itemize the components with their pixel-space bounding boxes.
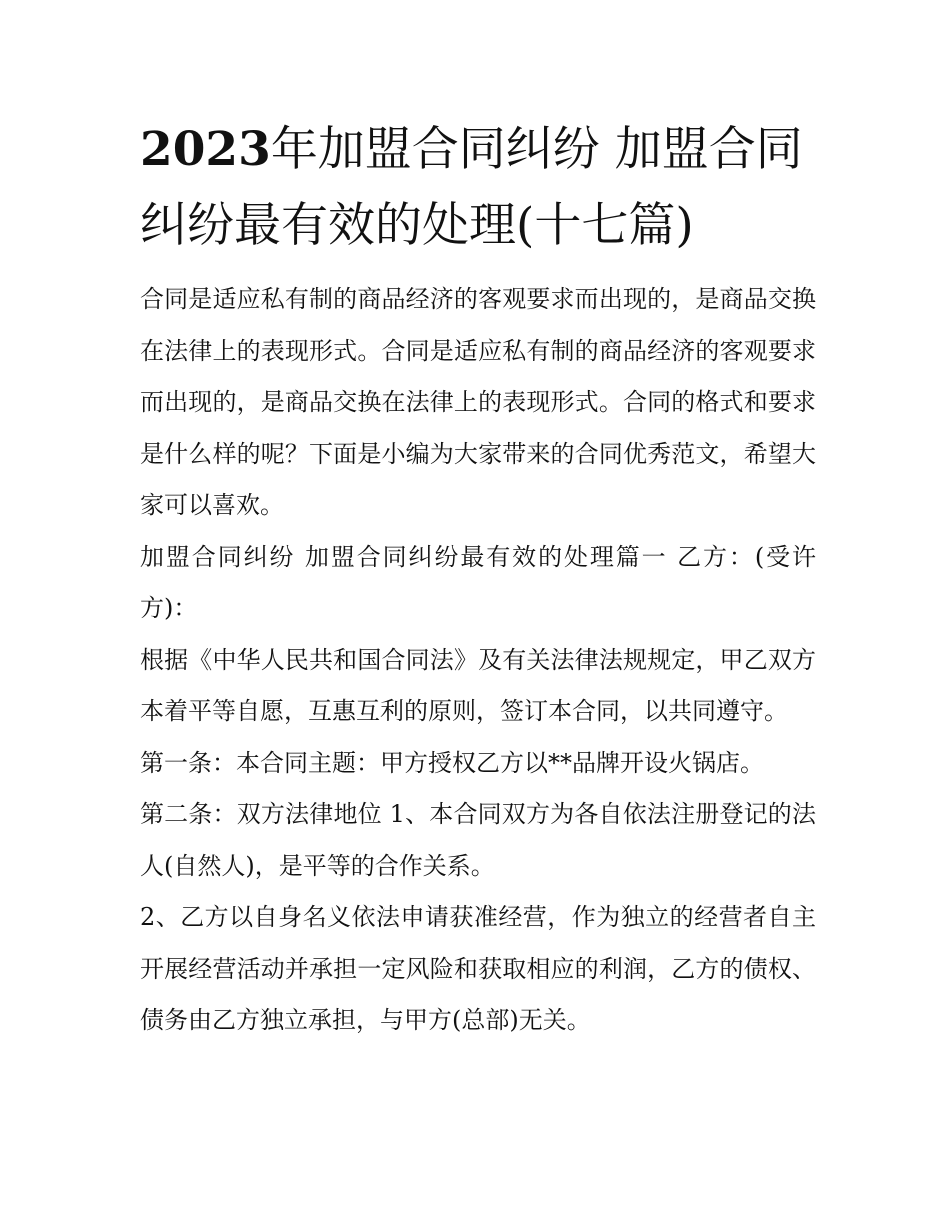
document-title xyxy=(140,112,816,264)
paragraph-article-two-clause-two: 2、乙方以自身名义依法申请获准经营，作为独立的经营者自主开展经营活动并承担一定风险和获取相应的利润，乙方的债权、债务由乙方独立承担，与甲方(总部)无关。 xyxy=(140,903,816,1034)
paragraph-preamble: 根据《中华人民共和国合同法》及有关法律法规规定，甲乙双方本着平等自愿，互惠互利的原则，签订本合同，以共同遵守。 xyxy=(140,645,816,725)
paragraph-intro: 合同是适应私有制的商品经济的客观要求而出现的，是商品交换在法律上的表现形式。合同是适应私有制的商品经济的客观要求而出现的，是商品交换在法律上的表现形式。合同的格式和要求是什么样的呢？下面是小编为大家带来的合同优秀范文，希望大家可以喜欢。 xyxy=(140,285,816,519)
paragraph-heading-part-one: 加盟合同纠纷 加盟合同纠纷最有效的处理篇一 乙方：(受许方)： xyxy=(140,542,816,622)
title-text: 年加盟合同纠纷 加盟合同纠纷最有效的处理(十七篇) xyxy=(140,122,803,253)
paragraph-article-two: 第二条：双方法律地位 1、本合同双方为各自依法注册登记的法人(自然人)，是平等的合作关系。 xyxy=(140,800,816,880)
paragraph-article-one: 第一条：本合同主题：甲方授权乙方以**品牌开设火锅店。 xyxy=(140,748,764,777)
title-year: 2023 xyxy=(140,122,271,177)
document-body xyxy=(140,112,816,1047)
